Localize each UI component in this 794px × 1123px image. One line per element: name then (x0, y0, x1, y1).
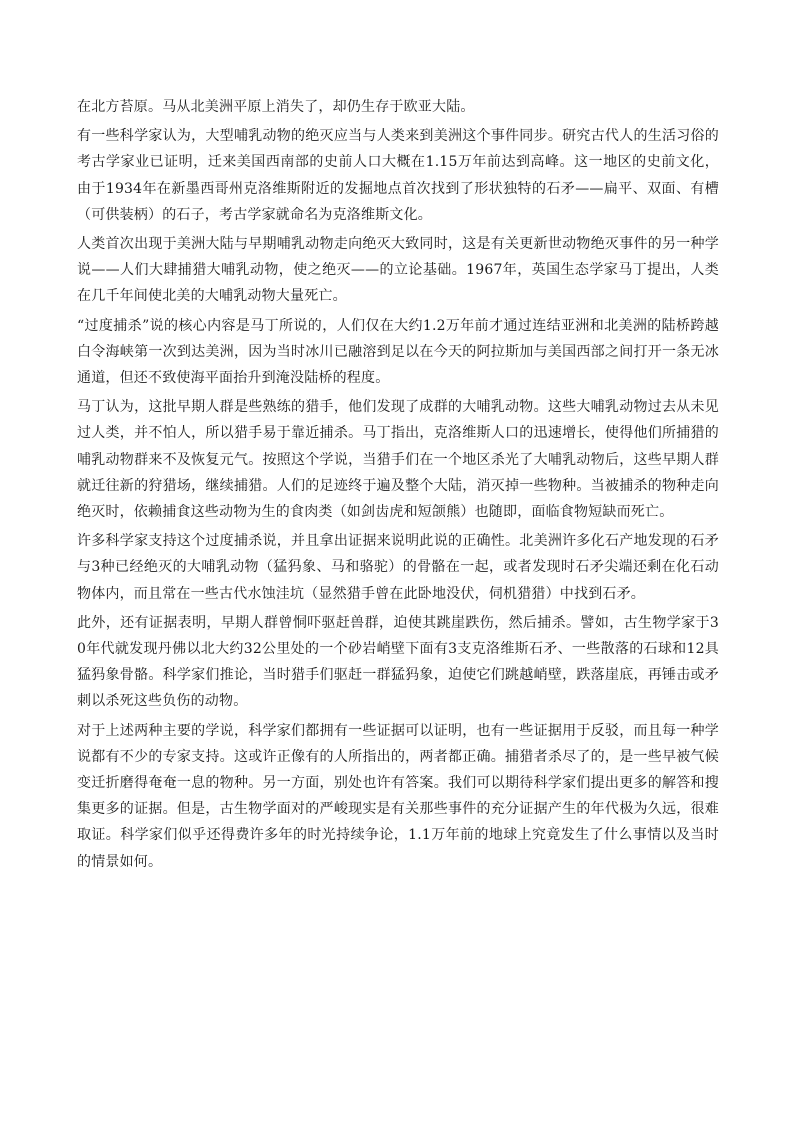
article-body (77, 94, 719, 878)
paragraph-7: 此外，还有证据表明，早期人群曾恫吓驱赶兽群，迫使其跳崖跌伤，然后捕杀。譬如，古生物学家于30年代就发现丹佛以北大约32公里处的一个砂岩峭壁下面有3支克洛维斯石矛、一些散落的石球和12具猛犸象骨骼。科学家们推论，当时猎手们驱赶一群猛犸象，迫使它们跳越峭壁，跌落崖底，再锤击或矛刺以杀死这些负伤的动物。 (77, 614, 719, 710)
paragraph-4: “过度捕杀”说的核心内容是马丁所说的，人们仅在大约1.2万年前才通过连结亚洲和北美洲的陆桥跨越白令海峡第一次到达美洲，因为当时冰川已融溶到足以在今天的阿拉斯加与美国西部之间打开一条无冰通道，但还不致使海平面抬升到淹没陆桥的程度。 (77, 317, 719, 387)
paragraph-2: 有一些科学家认为，大型哺乳动物的绝灭应当与人类来到美洲这个事件同步。研究古代人的生活习俗的考古学家业已证明，迁来美国西南部的史前人口大概在1.15万年前达到高峰。这一地区的史前文化，由于1934年在新墨西哥州克洛维斯附近的发掘地点首次找到了形状独特的石矛——扁平、双面、有槽（可供装柄）的石子，考古学家就命名为克洛维斯文化。 (77, 128, 719, 223)
paragraph-5: 马丁认为，这批早期人群是些熟练的猎手，他们发现了成群的大哺乳动物。这些大哺乳动物过去从未见过人类，并不怕人，所以猎手易于靠近捕杀。马丁指出，克洛维斯人口的迅速增长，使得他们所捕猎的哺乳动物群来不及恢复元气。按照这个学说，当猎手们在一个地区杀光了大哺乳动物后，这些早期人群就迁往新的狩猎场，继续捕猎。人们的足迹终于遍及整个大陆，消灭掉一些物种。当被捕杀的物种走向绝灭时，依赖捕食这些动物为生的食肉类（如剑齿虎和短颌熊）也随即，面临食物短缺而死亡。 (77, 399, 719, 521)
paragraph-3: 人类首次出现于美洲大陆与早期哺乳动物走向绝灭大致同时，这是有关更新世动物绝灭事件的另一种学说——人们大肆捕猎大哺乳动物，使之绝灭——的立论基础。1967年，英国生态学家马丁提出，人类在几千年间使北美的大哺乳动物大量死亡。 (77, 236, 719, 305)
paragraph-1: 在北方苔原。马从北美洲平原上消失了，却仍生存于欧亚大陆。 (77, 99, 475, 115)
paragraph-8: 对于上述两种主要的学说，科学家们都拥有一些证据可以证明，也有一些证据用于反驳，而且每一种学说都有不少的专家支持。这或许正像有的人所指出的，两者都正确。捕猎者杀尽了的，是一些早被气候变迁折磨得奄奄一息的物种。另一方面，别处也许有答案。我们可以期待科学家们提出更多的解答和搜集更多的证据。但是，古生物学面对的严峻现实是有关那些事件的充分证据产生的年代极为久远，很难取证。科学家们似乎还得费许多年的时光持续争论，1.1万年前的地球上究竟发生了什么事情以及当时的情景如何。 (77, 722, 719, 870)
paragraph-6: 许多科学家支持这个过度捕杀说，并且拿出证据来说明此说的正确性。北美洲许多化石产地发现的石矛与3种已经绝灭的大哺乳动物（猛犸象、马和骆驼）的骨骼在一起，或者发现时石矛尖端还剩在化石动物体内，而且常在一些古代水蚀洼坑（显然猎手曾在此卧地没伏，伺机猎猎）中找到石矛。 (77, 533, 719, 602)
